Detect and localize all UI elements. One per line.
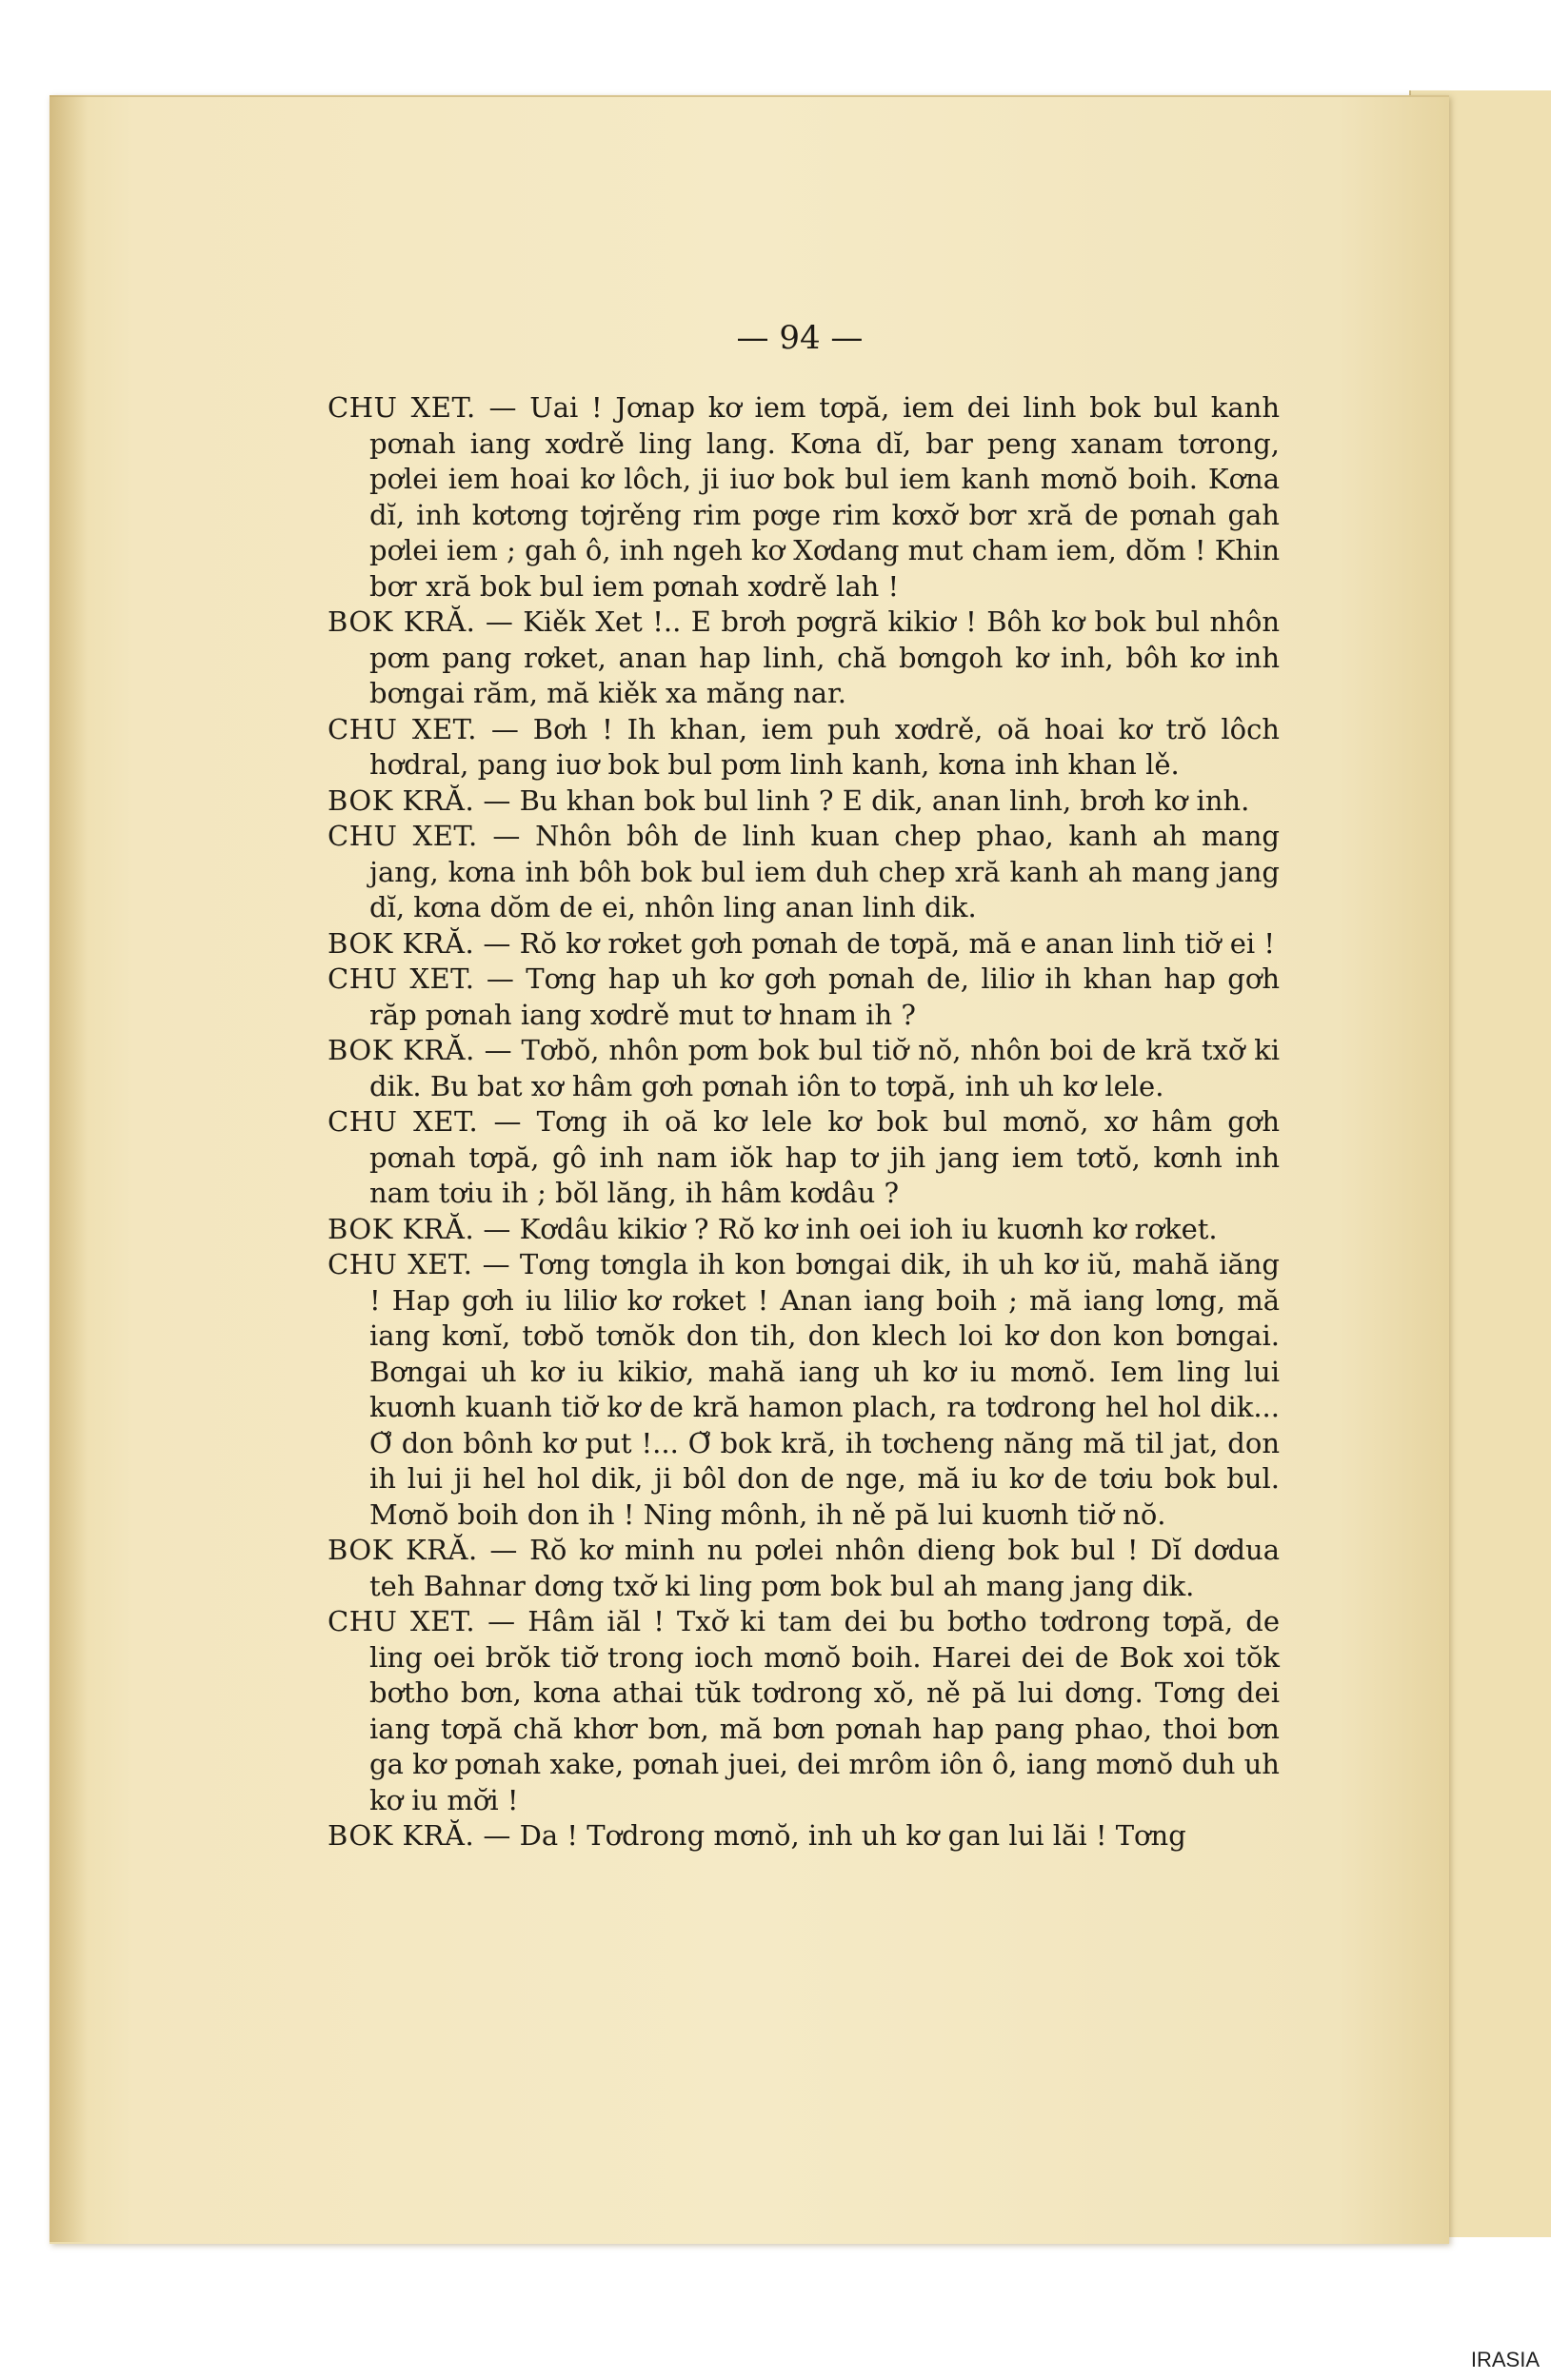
speaker-name: CHU XET. xyxy=(328,962,475,995)
dialogue-line xyxy=(328,1033,1280,1104)
speaker-name: BOK KRĂ. xyxy=(328,1534,478,1566)
speaker-name: BOK KRĂ. xyxy=(328,783,475,817)
line-text: — Bơh ! Ih khan, iem puh xơdrě, oă hoai kơ trŏ lôch hơdral, pang iuơ bok bul pơm linh kanh, kơna inh khan lě. xyxy=(369,712,1280,781)
speaker-name: CHU XET. xyxy=(328,1605,476,1637)
dialogue-line xyxy=(328,1533,1280,1604)
dialogue-line xyxy=(328,819,1280,926)
line-text: — Kiěk Xet !.. E brơh pơgră kikiơ ! Bôh kơ bok bul nhôn pơm pang rơket, anan hap linh, chă bơngoh kơ inh, bôh kơ inh bơngai răm, mă kiěk xa măng nar. xyxy=(369,605,1281,709)
speaker-name: CHU XET. xyxy=(328,820,478,852)
dialogue-line xyxy=(328,1247,1280,1533)
archive-credit: IRASIA xyxy=(1470,2348,1540,2371)
line-text: — Rŏ kơ minh nu pơlei nhôn dieng bok bul ! Dĭ dơdua teh Bahnar dơng txơ̆ ki ling pơm bok bul ah mang jang dik. xyxy=(369,1534,1281,1602)
line-text: — Da ! Tơdrong mơnŏ, inh uh kơ gan lui lăi ! Tơng xyxy=(483,1819,1186,1852)
speaker-name: BOK KRĂ. xyxy=(328,926,475,960)
speaker-name: CHU XET. xyxy=(328,1248,473,1280)
line-text: — Tơng hap uh kơ gơh pơnah de, liliơ ih khan hap gơh răp pơnah iang xơdrě mut tơ hnam ih ? xyxy=(369,962,1281,1031)
line-text: — Tơbŏ, nhôn pơm bok bul tiơ̆ nŏ, nhôn boi de kră txơ̆ ki dik. Bu bat xơ hâm gơh pơnah iôn to tơpă, inh uh kơ lele. xyxy=(369,1034,1281,1102)
line-text: — Bu khan bok bul linh ? E dik, anan linh, brơh kơ inh. xyxy=(483,783,1250,817)
dialogue-text xyxy=(328,390,1280,1854)
dialogue-line xyxy=(328,1212,1280,1248)
speaker-name: CHU XET. xyxy=(328,391,476,424)
speaker-name: BOK KRĂ. xyxy=(328,1034,475,1066)
line-text: — Kơdâu kikiơ ? Rŏ kơ inh oei ioh iu kuơnh kơ rơket. xyxy=(483,1212,1218,1245)
line-text: — Nhôn bôh de linh kuan chep phao, kanh ah mang jang, kơna inh bôh bok bul iem duh chep xră kanh ah mang jang dĭ, kơna dŏm de ei, nhôn ling anan linh dik. xyxy=(369,820,1280,923)
page-number: — 94 — xyxy=(736,319,864,357)
dialogue-line xyxy=(328,712,1280,783)
dialogue-line xyxy=(328,926,1280,962)
line-text: — Uai ! Jơnap kơ iem tơpă, iem dei linh bok bul kanh pơnah iang xơdrě ling lang. Kơna dĭ, bar peng xanam tơrong, pơlei iem hoai kơ lôch, ji iuơ bok bul iem kanh mơnŏ boih. Kơna dĭ, inh kơtơng tơjrěng rim pơge rim kơxơ̆ bơr xră de pơnah gah pơlei iem ; gah ô, inh ngeh kơ Xơdang mut cham iem, dŏm ! Khin bơr xră bok bul iem pơnah xơdrě lah ! xyxy=(369,391,1281,603)
dialogue-line xyxy=(328,605,1280,712)
line-text: — Tơng tơngla ih kon bơngai dik, ih uh kơ iŭ, mahă iăng ! Hap gơh iu liliơ kơ rơket ! Anan iang boih ; mă iang lơng, mă iang kơnĭ, tơbŏ tơnŏk don tih, don klech loi kơ don kon bơngai. Bơngai uh kơ iu kikiơ, mahă iang uh kơ iu mơnŏ. Iem ling lui kuơnh kuanh tiơ̆ kơ de kră hamon plach, ra tơdrong hel hol dik... Ơ̆ don bônh kơ put !... Ơ̆ bok kră, ih tơcheng năng mă til jat, don ih lui ji hel hol dik, ji bôl don de nge, mă iu kơ de tơiu bok bul. Mơnŏ boih don ih ! Ning mônh, ih ně pă lui kuơnh tiơ̆ nŏ. xyxy=(369,1248,1280,1531)
line-text: — Hâm iăl ! Txơ̆ ki tam dei bu bơtho tơdrong tơpă, de ling oei brŏk tiơ̆ trong ioch mơnŏ boih. Harei dei de Bok xoi tŏk bơtho bơn, kơna athai tŭk tơdrong xŏ, ně pă lui dơng. Tơng dei iang tơpă chă khơr bơn, mă bơn pơnah hap pang phao, thoi bơn ga kơ pơnah xake, pơnah juei, dei mrôm iôn ô, iang mơnŏ duh uh kơ iu mơ̆i ! xyxy=(369,1605,1280,1816)
dialogue-line xyxy=(328,783,1280,820)
line-text: — Tơng ih oă kơ lele kơ bok bul mơnŏ, xơ hâm gơh pơnah tơpă, gô inh nam iŏk hap tơ jih jang iem tơtŏ, kơnh inh nam tơiu ih ; bŏl lăng, ih hâm kơdâu ? xyxy=(369,1105,1281,1209)
speaker-name: BOK KRĂ. xyxy=(328,1819,475,1852)
page-gutter-shadow xyxy=(50,95,88,2242)
dialogue-line xyxy=(328,1818,1280,1854)
speaker-name: CHU XET. xyxy=(328,712,477,745)
dialogue-line xyxy=(328,962,1280,1033)
speaker-name: BOK KRĂ. xyxy=(328,605,476,638)
dialogue-line xyxy=(328,1604,1280,1818)
speaker-name: CHU XET. xyxy=(328,1105,479,1138)
dialogue-line xyxy=(328,1104,1280,1212)
line-text: — Rŏ kơ rơket gơh pơnah de tơpă, mă e anan linh tiơ̆ ei ! xyxy=(483,926,1276,960)
speaker-name: BOK KRĂ. xyxy=(328,1212,475,1245)
dialogue-line xyxy=(328,390,1280,605)
